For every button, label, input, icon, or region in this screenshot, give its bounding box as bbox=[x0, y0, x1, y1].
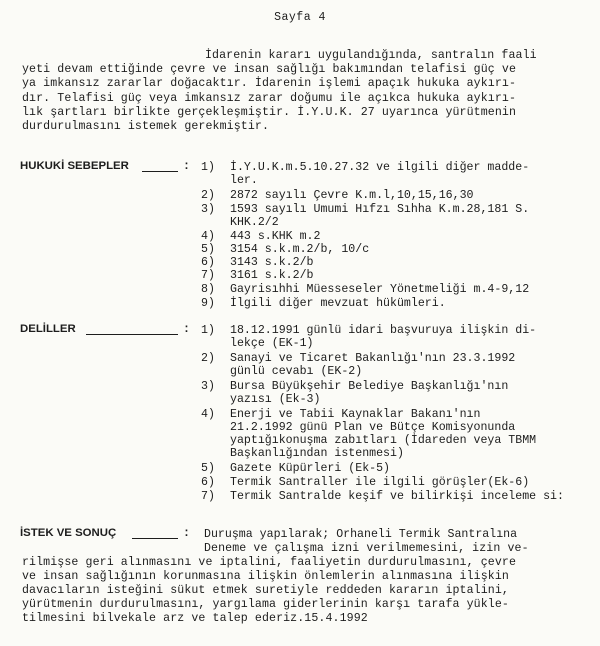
legal-ground-number: 2) bbox=[201, 189, 215, 202]
legal-grounds-heading: HUKUKİ SEBEPLER bbox=[20, 160, 129, 172]
heading-colon: : bbox=[183, 323, 190, 336]
heading-colon: : bbox=[183, 160, 190, 173]
legal-ground-number: 9) bbox=[201, 297, 215, 310]
evidence-number: 4) bbox=[201, 408, 215, 421]
intro-line: yeti devam ettiğinde çevre ve insan sağlığı bakımından telafisi güç ve bbox=[22, 63, 517, 76]
intro-line: ya imkansız zararlar doğacaktır. İdarenin işlemi apaçık hukuka aykırı- bbox=[22, 77, 517, 90]
legal-ground-number: 4) bbox=[201, 230, 215, 243]
evidence-text: Bursa Büyükşehir Belediye Başkanlığı'nın bbox=[230, 380, 509, 393]
evidence-text: lekçe (EK-1) bbox=[230, 337, 314, 350]
legal-ground-number: 7) bbox=[201, 269, 215, 282]
legal-ground-number: 3) bbox=[201, 203, 215, 216]
legal-ground-number: 5) bbox=[201, 243, 215, 256]
evidence-text: Başkanlığından istenmesi) bbox=[230, 447, 404, 460]
request-text: yürütmenin durdurulmasını, yargılama giderlerinin karşı tarafa yükle- bbox=[22, 598, 509, 611]
evidence-number: 2) bbox=[201, 352, 215, 365]
page-number-header: Sayfa 4 bbox=[274, 11, 326, 24]
legal-ground-text: İlgili diğer mevzuat hükümleri. bbox=[230, 297, 446, 310]
intro-line: durdurulmasını istemek gerekmiştir. bbox=[22, 120, 270, 133]
legal-ground-text: 3154 s.k.m.2/b, 10/c bbox=[230, 243, 370, 256]
legal-ground-text: 3161 s.k.2/b bbox=[230, 269, 314, 282]
evidence-number: 3) bbox=[201, 380, 215, 393]
evidence-text: Gazete Küpürleri (Ek-5) bbox=[230, 462, 391, 475]
legal-ground-text: 1593 sayılı Umumi Hıfzı Sıhha K.m.28,181 S. bbox=[230, 203, 530, 216]
evidence-text: Enerji ve Tabii Kaynaklar Bakanı'nın bbox=[230, 408, 481, 421]
evidence-text: 18.12.1991 günlü idari başvuruya ilişkin di- bbox=[230, 324, 537, 337]
legal-ground-text: 3143 s.k.2/b bbox=[230, 256, 314, 269]
heading-colon: : bbox=[183, 527, 190, 540]
evidence-text: yaptığıkonuşma zabıtları (İdareden veya TBMM bbox=[230, 434, 537, 447]
evidence-text: Termik Santraller ile ilgili görüşler(Ek-6) bbox=[230, 476, 530, 489]
heading-underline-rule bbox=[142, 171, 178, 172]
evidence-number: 1) bbox=[201, 324, 215, 337]
legal-ground-number: 1) bbox=[201, 161, 215, 174]
request-text: davacıların isteğini sükut etmek suretiyle reddeden kararın iptalini, bbox=[22, 584, 509, 597]
legal-ground-text: İ.Y.U.K.m.5.10.27.32 ve ilgili diğer madde- bbox=[230, 161, 530, 174]
evidence-number: 5) bbox=[201, 462, 215, 475]
evidence-heading: DELİLLER bbox=[20, 323, 76, 335]
legal-ground-text: 443 s.KHK m.2 bbox=[230, 230, 321, 243]
intro-line: dır. Telafisi güç veya imkansız zarar doğumu ile açıkca hukuka aykırı- bbox=[22, 92, 517, 105]
intro-line: lık şartları birlikte gerçekleşmiştir. İ.Y.U.K. 27 uyarınca yürütmenin bbox=[22, 106, 517, 119]
evidence-text: 21.2.1992 günü Plan ve Bütçe Komisyonunda bbox=[230, 421, 516, 434]
heading-underline-rule bbox=[86, 334, 178, 335]
evidence-text: Termik Santralde keşif ve bilirkişi inceleme si: bbox=[230, 490, 564, 503]
evidence-text: günlü cevabı (EK-2) bbox=[230, 365, 363, 378]
request-text: ve insan sağlığının korunmasına ilişkin önlemlerin alınmasına ilişkin bbox=[22, 570, 509, 583]
evidence-text: Sanayi ve Ticaret Bakanlığı'nın 23.3.1992 bbox=[230, 352, 516, 365]
request-text: Deneme ve çalışma izni verilmemesini, izin ve- bbox=[204, 542, 529, 555]
legal-ground-text: KHK.2/2 bbox=[230, 216, 279, 229]
legal-ground-number: 8) bbox=[201, 283, 215, 296]
request-text: tilmesini bilvekale arz ve talep ederiz.15.4.1992 bbox=[22, 612, 368, 625]
request-text: rilmişse geri alınmasını ve iptalini, faaliyetin durdurulmasını, çevre bbox=[22, 556, 517, 569]
legal-ground-text: 2872 sayılı Çevre K.m.l,10,15,16,30 bbox=[230, 189, 474, 202]
intro-line: İdarenin kararı uygulandığında, santralın faali bbox=[205, 49, 537, 62]
legal-ground-text: Gayrisıhhi Müesseseler Yönetmeliği m.4-9,12 bbox=[230, 283, 530, 296]
heading-underline-rule bbox=[132, 538, 178, 539]
legal-ground-text: ler. bbox=[230, 174, 258, 187]
legal-ground-number: 6) bbox=[201, 256, 215, 269]
request-heading: İSTEK VE SONUÇ bbox=[20, 527, 117, 539]
evidence-number: 7) bbox=[201, 490, 215, 503]
request-text: Duruşma yapılarak; Orhaneli Termik Santralına bbox=[204, 528, 518, 541]
evidence-text: yazısı (Ek-3) bbox=[230, 393, 321, 406]
evidence-number: 6) bbox=[201, 476, 215, 489]
